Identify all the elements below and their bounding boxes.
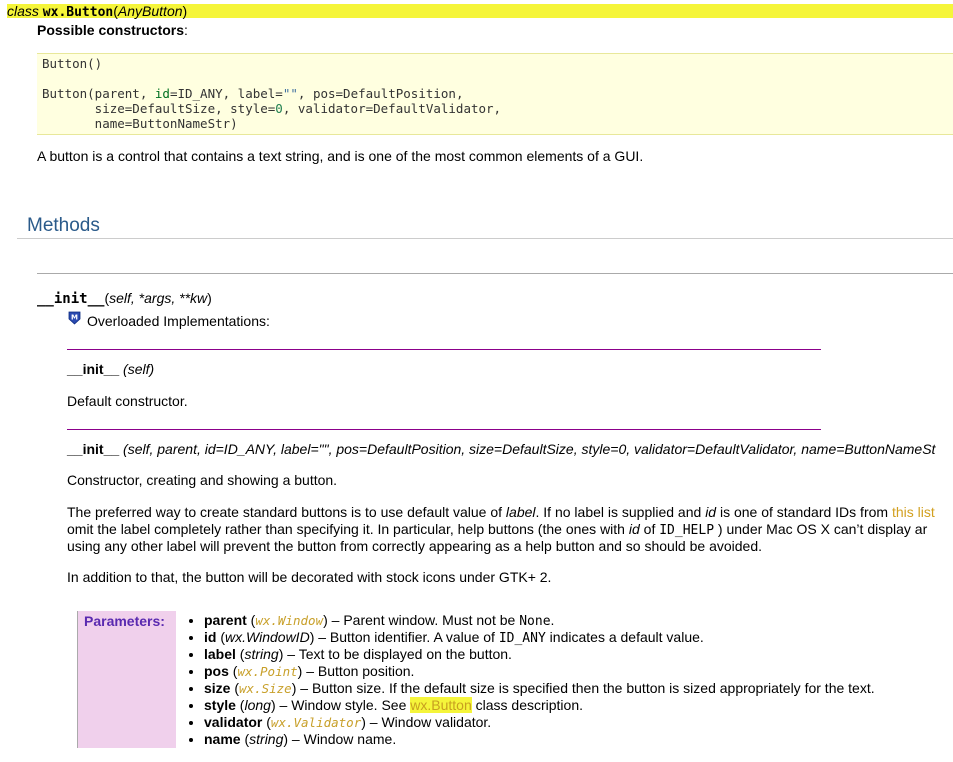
code-line-1: Button() [42, 56, 103, 71]
param-type-link[interactable]: wx.Point [237, 664, 298, 679]
svg-text:M: M [71, 313, 78, 322]
overload-1-description: Default constructor. [67, 393, 188, 409]
param-type-link[interactable]: wx.Window [255, 613, 324, 628]
parameters-list [186, 612, 875, 748]
param-type-link[interactable]: wx.Size [239, 681, 292, 696]
param-label: • label (string) – Text to be displayed on the button. [204, 646, 875, 663]
overload-2-paragraph-1: The preferred way to create standard buttons is to use default value of label. If no label is supplied and id is one of standard IDs from this list [67, 504, 935, 520]
button-class-link[interactable]: wx.Button [410, 697, 472, 713]
init-method-name: __init__ [37, 291, 105, 307]
methods-heading-rule [17, 238, 953, 239]
base-class: AnyButton [117, 3, 183, 19]
code-line-4: name=ButtonNameStr) [42, 116, 238, 131]
methods-heading: Methods [27, 215, 100, 236]
param-id: • id (wx.WindowID) – Button identifier. A value of ID_ANY indicates a default value. [204, 629, 875, 646]
overload-2-description: Constructor, creating and showing a button. [67, 472, 338, 488]
code-line-3: size=DefaultSize, style=0, validator=DefaultValidator, [42, 101, 502, 116]
param-name: • name (string) – Window name. [204, 731, 875, 748]
param-style: • style (long) – Window style. See wx.Button class description. [204, 697, 875, 714]
param-size: • size (wx.Size) – Button size. If the default size is specified then the button is sized appropriately for the text. [204, 680, 875, 697]
stock-ids-link[interactable]: this list [891, 504, 935, 520]
class-signature: class wx.Button(AnyButton) [7, 4, 953, 18]
overload-1-signature [67, 361, 154, 377]
param-parent: • parent (wx.Window) – Parent window. Must not be None. [204, 612, 875, 629]
class-keyword: class [7, 3, 39, 19]
class-description: A button is a control that contains a text string, and is one of the most common elements of a GUI. [37, 148, 644, 164]
overload-1-name: __init__ [67, 361, 120, 377]
overload-2-rule [67, 429, 821, 430]
overload-2-paragraph-3: using any other label will prevent the button from correctly appearing as a help button and so should be avoided. [67, 538, 762, 554]
param-type-link[interactable]: wx.Validator [270, 715, 362, 730]
class-name: wx.Button [42, 5, 114, 20]
param-validator: • validator (wx.Validator) – Window validator. [204, 714, 875, 731]
overload-1-args: (self) [123, 361, 155, 377]
possible-constructors-heading: Possible constructors: [37, 22, 188, 38]
code-line-2: Button(parent, id=ID_ANY, label="", pos=DefaultPosition, [42, 86, 464, 101]
overload-2-paragraph-4: In addition to that, the button will be decorated with stock icons under GTK+ 2. [67, 569, 552, 585]
param-pos: • pos (wx.Point) – Button position. [204, 663, 875, 680]
overload-2-args: (self, parent, id=ID_ANY, label="", pos=DefaultPosition, size=DefaultSize, style=0, validator=DefaultValidator, name=ButtonNameSt [123, 441, 936, 457]
overload-icon [68, 311, 81, 325]
overload-1-rule [67, 349, 821, 350]
overloaded-label: Overloaded Implementations: [87, 313, 270, 329]
init-method-args: self, *args, **kw [109, 290, 208, 306]
overload-2-signature [67, 441, 935, 457]
overload-2-name: __init__ [67, 441, 120, 457]
overload-2-paragraph-2: omit the label completely rather than specifying it. In particular, help buttons (the ones with id of ID_HELP ) under Mac OS X can’t display ar [67, 521, 928, 538]
init-method-signature: __init__(self, *args, **kw) [37, 290, 212, 307]
method-separator [37, 273, 953, 274]
parameters-label: Parameters: [84, 613, 165, 629]
parameters-label-cell [77, 611, 176, 748]
constructors-code-block [37, 53, 953, 135]
